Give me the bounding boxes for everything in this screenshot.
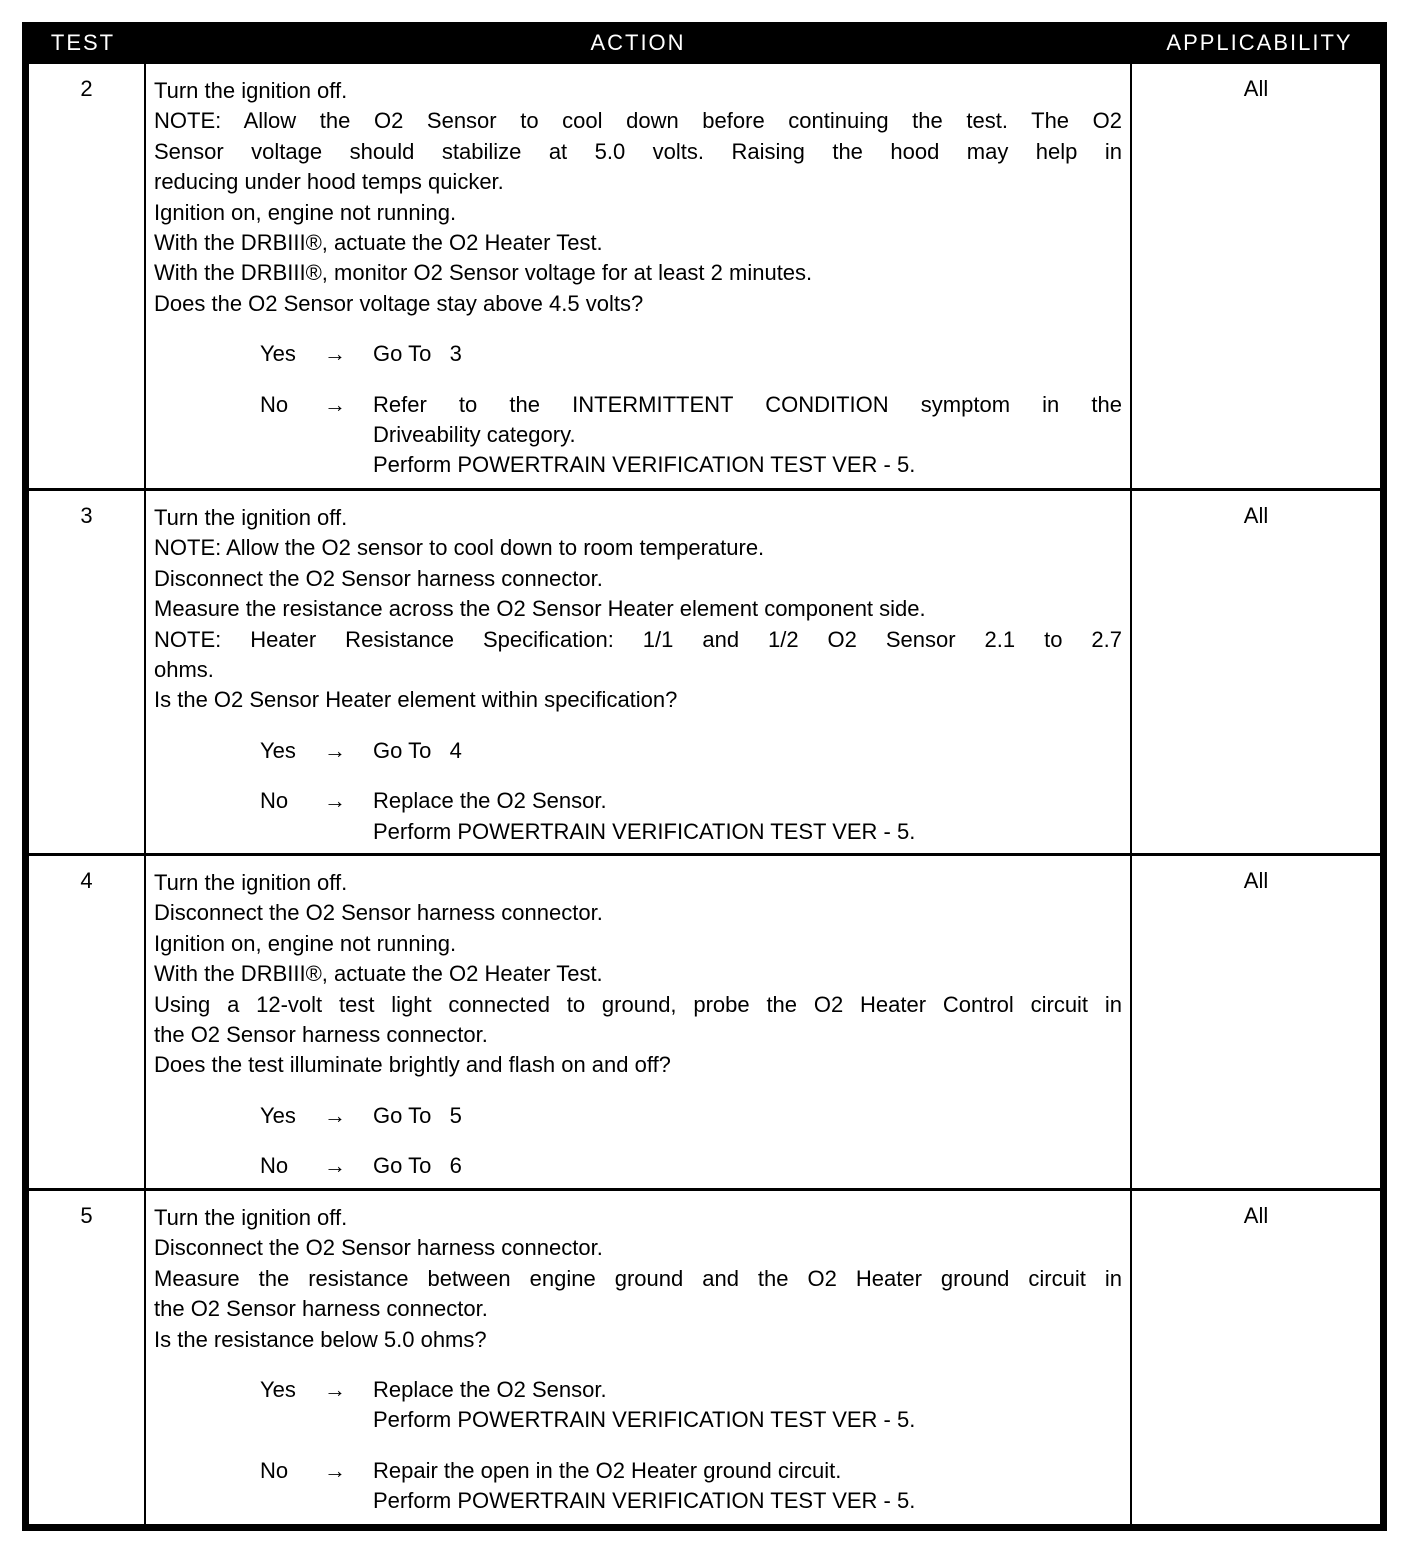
test-number-cell xyxy=(29,1191,144,1524)
outcome-no xyxy=(154,1151,1122,1181)
outcomes xyxy=(154,736,1122,847)
arrow-icon: → xyxy=(324,1376,346,1402)
outcome-line: Go To 5 xyxy=(373,1102,462,1128)
outcome-line: Perform POWERTRAIN VERIFICATION TEST VER - 5. xyxy=(373,452,916,478)
outcome-yes xyxy=(154,1101,1122,1131)
outcome-line: Repair the open in the O2 Heater ground circuit. xyxy=(373,1457,842,1483)
applicability-value: All xyxy=(1243,76,1269,101)
action-line: Measure the resistance across the O2 Sensor Heater element component side. xyxy=(154,596,926,622)
outcome-line: Refer to the INTERMITTENT CONDITION symptom in the xyxy=(373,391,1122,417)
outcome-line: Replace the O2 Sensor. xyxy=(373,1376,607,1402)
outcome-label: Yes xyxy=(260,1102,296,1128)
table-header xyxy=(22,22,1387,62)
action-line: the O2 Sensor harness connector. xyxy=(154,1021,488,1047)
outcome-line: Perform POWERTRAIN VERIFICATION TEST VER - 5. xyxy=(373,1407,916,1433)
action-line: Ignition on, engine not running. xyxy=(154,930,457,956)
outcome-label: Yes xyxy=(260,341,296,367)
action-line: Turn the ignition off. xyxy=(154,78,348,103)
arrow-icon: → xyxy=(324,341,346,367)
action-line: Turn the ignition off. xyxy=(154,870,348,895)
arrow-icon: → xyxy=(324,1457,346,1483)
arrow-icon: → xyxy=(324,737,346,763)
outcome-yes xyxy=(154,1375,1122,1436)
outcomes xyxy=(154,1375,1122,1517)
applicability-cell xyxy=(1132,64,1380,488)
action-line: Does the test illuminate brightly and flash on and off? xyxy=(154,1052,671,1078)
action-cell xyxy=(146,1191,1130,1524)
outcome-label: No xyxy=(260,1153,289,1179)
arrow-icon: → xyxy=(324,1102,346,1128)
action-line: Using a 12-volt test light connected to ground, probe the O2 Heater Control circuit in xyxy=(154,991,1122,1017)
action-cell xyxy=(146,64,1130,488)
action-cell xyxy=(146,856,1130,1188)
arrow-icon: → xyxy=(324,1153,346,1179)
outcome-label: Yes xyxy=(260,737,296,763)
outcome-line: Driveability category. xyxy=(373,421,576,447)
action-line: Does the O2 Sensor voltage stay above 4.5 volts? xyxy=(154,290,644,316)
applicability-value: All xyxy=(1243,1203,1269,1228)
action-line: Disconnect the O2 Sensor harness connector. xyxy=(154,1235,603,1261)
action-line: Disconnect the O2 Sensor harness connector. xyxy=(154,565,603,591)
action-line: Measure the resistance between engine ground and the O2 Heater ground circuit in xyxy=(154,1265,1122,1291)
test-number: 4 xyxy=(80,868,93,893)
action-line: reducing under hood temps quicker. xyxy=(154,169,504,195)
outcome-label: No xyxy=(260,1457,289,1483)
action-line: the O2 Sensor harness connector. xyxy=(154,1296,488,1322)
outcome-no xyxy=(154,390,1122,481)
outcome-line: Perform POWERTRAIN VERIFICATION TEST VER - 5. xyxy=(373,818,916,844)
outcome-yes xyxy=(154,736,1122,766)
action-line: With the DRBIII®, actuate the O2 Heater Test. xyxy=(154,961,603,987)
test-number-cell xyxy=(29,491,144,853)
outcome-label: No xyxy=(260,788,289,814)
arrow-icon: → xyxy=(324,391,346,417)
applicability-cell xyxy=(1132,491,1380,853)
action-line: ohms. xyxy=(154,656,214,682)
action-line: Is the resistance below 5.0 ohms? xyxy=(154,1326,487,1352)
action-line: Disconnect the O2 Sensor harness connector. xyxy=(154,900,603,926)
action-line: Turn the ignition off. xyxy=(154,505,348,530)
applicability-value: All xyxy=(1243,868,1269,893)
action-line: NOTE: Heater Resistance Specification: 1/1 and 1/2 O2 Sensor 2.1 to 2.7 xyxy=(154,626,1122,652)
outcome-no xyxy=(154,786,1122,847)
outcomes xyxy=(154,1101,1122,1182)
header-action: ACTION xyxy=(590,30,686,55)
applicability-cell xyxy=(1132,856,1380,1188)
outcome-line: Go To 4 xyxy=(373,737,462,763)
action-line: NOTE: Allow the O2 Sensor to cool down before continuing the test. The O2 xyxy=(154,108,1122,134)
action-line: NOTE: Allow the O2 sensor to cool down to room temperature. xyxy=(154,535,765,561)
outcome-line: Go To 6 xyxy=(373,1153,462,1179)
outcome-line: Go To 3 xyxy=(373,341,462,367)
header-applicability: APPLICABILITY xyxy=(1166,30,1353,55)
header-test: TEST xyxy=(50,30,116,55)
test-number: 2 xyxy=(80,76,93,101)
action-line: Is the O2 Sensor Heater element within specification? xyxy=(154,687,678,713)
outcome-line: Replace the O2 Sensor. xyxy=(373,788,607,814)
action-line: With the DRBIII®, actuate the O2 Heater Test. xyxy=(154,229,603,255)
applicability-cell xyxy=(1132,1191,1380,1524)
action-line: With the DRBIII®, monitor O2 Sensor voltage for at least 2 minutes. xyxy=(154,260,813,286)
outcomes xyxy=(154,339,1122,481)
action-line: Turn the ignition off. xyxy=(154,1205,348,1230)
outcome-label: Yes xyxy=(260,1376,296,1402)
outcome-label: No xyxy=(260,391,289,417)
action-line: Ignition on, engine not running. xyxy=(154,199,457,225)
diagnostic-test-table xyxy=(22,22,1387,1531)
outcome-no xyxy=(154,1456,1122,1517)
outcome-line: Perform POWERTRAIN VERIFICATION TEST VER - 5. xyxy=(373,1488,916,1514)
test-number: 3 xyxy=(80,503,93,528)
test-number-cell xyxy=(29,856,144,1188)
applicability-value: All xyxy=(1243,503,1269,528)
action-cell xyxy=(146,491,1130,853)
outcome-yes xyxy=(154,339,1122,369)
test-number-cell xyxy=(29,64,144,488)
test-number: 5 xyxy=(80,1203,93,1228)
arrow-icon: → xyxy=(324,788,346,814)
action-line: Sensor voltage should stabilize at 5.0 volts. Raising the hood may help in xyxy=(154,138,1122,164)
